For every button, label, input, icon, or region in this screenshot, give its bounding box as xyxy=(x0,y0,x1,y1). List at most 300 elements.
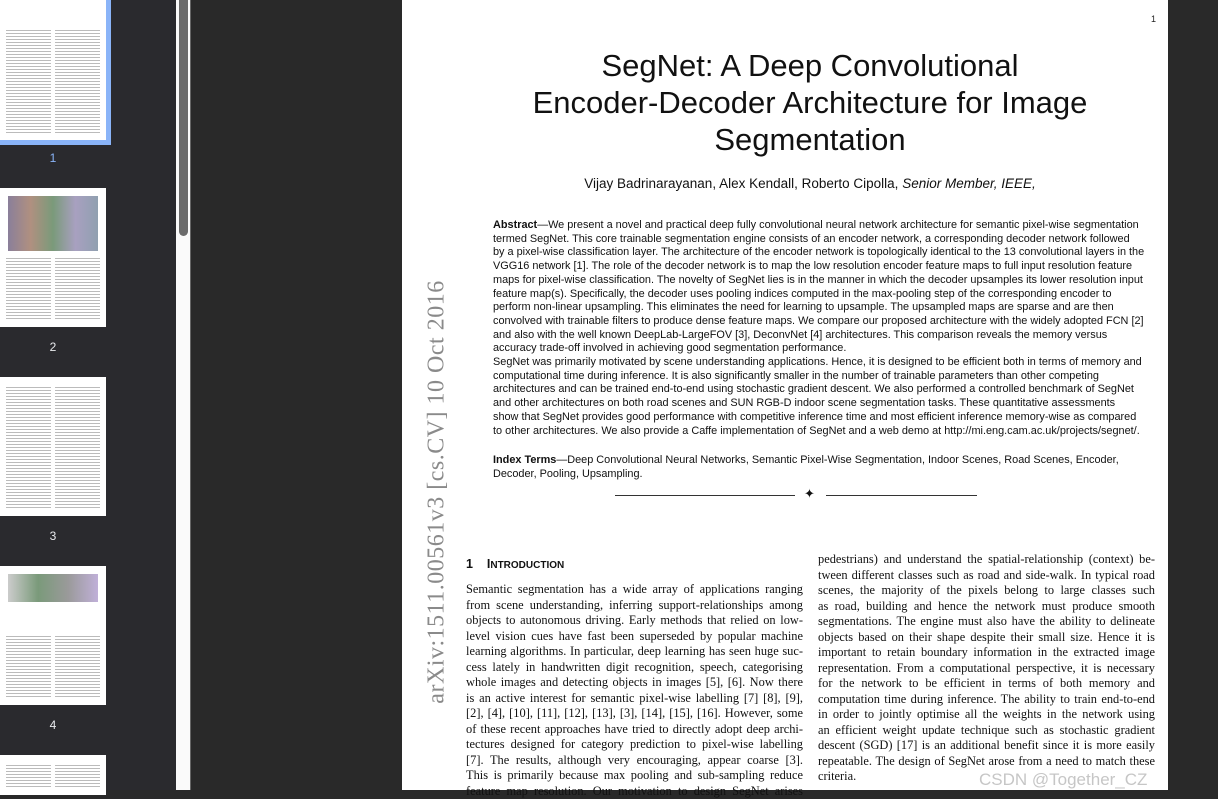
thumbnail-text-line xyxy=(55,105,100,106)
thumbnail-text-line xyxy=(6,426,51,427)
thumbnail-text-line xyxy=(55,390,100,391)
text-line: computation time during inference. The ability to train end-to-end xyxy=(818,692,1155,708)
thumbnail-text-line xyxy=(55,693,100,694)
thumbnail-text-line xyxy=(55,102,100,103)
thumbnail-text-line xyxy=(6,639,51,640)
thumbnail-text-line xyxy=(6,441,51,442)
thumbnail-text-line xyxy=(55,765,100,766)
thumbnail-text-line xyxy=(6,423,51,424)
author-title: Senior Member, IEEE, xyxy=(902,176,1036,191)
thumbnail-text-line xyxy=(6,783,51,784)
thumbnail-text-line xyxy=(6,483,51,484)
thumbnail-text-line xyxy=(6,489,51,490)
thumbnail-text-line xyxy=(6,642,51,643)
abstract-line xyxy=(493,288,1143,302)
thumbnail-text-line xyxy=(55,462,100,463)
thumbnail-text-line xyxy=(6,429,51,430)
thumbnail-text-line xyxy=(6,771,51,772)
page-number: 1 xyxy=(1151,14,1156,24)
text-line: as road, building and hence the network must produce smooth xyxy=(818,599,1155,615)
thumbnail-text-line xyxy=(6,291,51,292)
thumbnail-text-line xyxy=(6,669,51,670)
thumbnail-text-line xyxy=(55,780,100,781)
thumbnail-text-line xyxy=(6,36,51,37)
thumbnail-text-line xyxy=(6,129,51,130)
thumbnail-text-line xyxy=(6,432,51,433)
thumbnail-text-line xyxy=(55,654,100,655)
thumbnail-text-line xyxy=(6,393,51,394)
thumbnail-text-line xyxy=(55,285,100,286)
thumbnail-text-line xyxy=(6,261,51,262)
thumbnail-text-line xyxy=(6,462,51,463)
thumbnail-text-line xyxy=(55,306,100,307)
thumbnail-text-line xyxy=(6,99,51,100)
thumbnail-text-line xyxy=(55,438,100,439)
thumbnail-text-line xyxy=(55,786,100,787)
thumbnail-text-line xyxy=(6,477,51,478)
index-terms xyxy=(493,454,1143,481)
thumbnail-text-line xyxy=(6,474,51,475)
thumbnail-text-line xyxy=(6,303,51,304)
section-title-initial: I xyxy=(487,557,490,571)
thumbnail-text-line xyxy=(55,309,100,310)
thumbnail-text-line xyxy=(55,126,100,127)
thumbnail-text-line xyxy=(6,267,51,268)
abstract-text: perform non-linear upsampling. This eliminates the need for learning to upsample. The upsampled maps are sparse and are then xyxy=(493,301,1114,313)
thumbnail-text-line xyxy=(6,93,51,94)
index-text: Decoder, Pooling, Upsampling. xyxy=(493,468,643,480)
thumbnail-page-2[interactable] xyxy=(0,188,106,327)
thumbnail-text-line xyxy=(55,99,100,100)
thumbnail-text-line xyxy=(6,450,51,451)
thumbnail-text-line xyxy=(6,114,51,115)
thumbnail-text-line xyxy=(55,426,100,427)
thumbnail-text-line xyxy=(6,318,51,319)
thumbnail-text-line xyxy=(6,108,51,109)
thumbnail-text-line xyxy=(55,312,100,313)
thumbnail-text-line xyxy=(6,660,51,661)
thumbnail-text-line xyxy=(6,120,51,121)
text-line: is an active interest for semantic pixel-wise labelling [7] [8], [9], xyxy=(466,691,803,707)
thumbnail-text-line xyxy=(55,672,100,673)
thumbnail-text-line xyxy=(55,474,100,475)
thumbnail-text-line xyxy=(55,36,100,37)
thumbnail-text-line xyxy=(6,390,51,391)
thumbnail-text-line xyxy=(6,492,51,493)
thumbnail-text-line xyxy=(55,696,100,697)
thumbnail-text-line xyxy=(55,315,100,316)
thumbnail-text-line xyxy=(6,420,51,421)
thumbnail-text-line xyxy=(55,441,100,442)
text-line: feature map resolution. Our motivation to design SegNet arises xyxy=(466,784,803,799)
thumbnail-text-line xyxy=(6,456,51,457)
thumbnail-text-line xyxy=(55,261,100,262)
thumbnail-text-line xyxy=(55,399,100,400)
abstract-line xyxy=(493,370,1143,384)
thumbnail-text-line xyxy=(55,417,100,418)
thumbnail-text-line xyxy=(6,672,51,673)
thumbnail-text-line xyxy=(6,417,51,418)
thumbnail-text-line xyxy=(6,402,51,403)
thumbnail-text-line xyxy=(55,51,100,52)
thumbnail-text-line xyxy=(55,771,100,772)
paper-title xyxy=(402,47,1218,158)
index-line xyxy=(493,468,1143,482)
thumbnail-text-line xyxy=(55,108,100,109)
thumbnail-text-line xyxy=(6,306,51,307)
thumbnail-page-5[interactable] xyxy=(0,755,106,795)
thumbnail-text-line xyxy=(6,651,51,652)
text-line: [7]. The results, although very encouraging, appear coarse [3]. xyxy=(466,753,803,769)
thumbnail-text-line xyxy=(55,651,100,652)
thumbnail-text-line xyxy=(55,690,100,691)
thumbnail-text-line xyxy=(55,117,100,118)
thumbnail-text-line xyxy=(6,501,51,502)
thumbnail-text-line xyxy=(55,405,100,406)
thumbnail-text-line xyxy=(55,639,100,640)
thumbnail-text-line xyxy=(6,81,51,82)
thumbnail-text-line xyxy=(55,408,100,409)
thumbnail-text-line xyxy=(55,72,100,73)
text-line: representation. From a computational perspective, it is necessary xyxy=(818,661,1155,677)
abstract-label: Abstract xyxy=(493,219,537,231)
thumbnail-text-line xyxy=(6,468,51,469)
thumbnail-text-line xyxy=(55,420,100,421)
thumbnail-text-line xyxy=(6,285,51,286)
thumbnail-text-line xyxy=(55,297,100,298)
abstract-text: and other architectures on both road scenes and SUN RGB-D indoor scene segmentation tasks. These quantitative assessments xyxy=(493,397,1115,409)
thumbnail-text-line xyxy=(6,645,51,646)
thumbnail-text-line xyxy=(6,663,51,664)
thumbnail-text-line xyxy=(55,450,100,451)
text-line: criteria. xyxy=(818,769,856,785)
thumbnail-text-line xyxy=(55,30,100,31)
thumbnail-text-line xyxy=(55,291,100,292)
thumbnail-text-line xyxy=(55,423,100,424)
thumbnail-text-line xyxy=(6,411,51,412)
thumbnail-text-line xyxy=(6,396,51,397)
thumbnail-text-line xyxy=(55,432,100,433)
thumbnail-page-1[interactable] xyxy=(0,0,106,140)
thumbnail-text-line xyxy=(55,75,100,76)
thumbnail-text-line xyxy=(6,270,51,271)
thumbnail-text-line xyxy=(6,690,51,691)
thumbnail-text-line xyxy=(55,675,100,676)
thumbnail-text-line xyxy=(6,399,51,400)
thumbnail-text-line xyxy=(6,126,51,127)
thumbnail-text-line xyxy=(6,273,51,274)
abstract-text: to other architectures. We also provide a Caffe implementation of SegNet and a web demo at http://mi.eng.cam.ac.uk/projects/segnet/. xyxy=(493,425,1140,437)
thumbnail-label: 3 xyxy=(0,529,106,543)
abstract xyxy=(493,219,1143,438)
thumbnail-page-4[interactable] xyxy=(0,566,106,705)
thumbnail-text-line xyxy=(6,678,51,679)
thumbnail-text-line xyxy=(55,33,100,34)
thumbnail-sidebar xyxy=(0,0,176,790)
thumbnail-text-line xyxy=(6,39,51,40)
thumbnail-text-line xyxy=(55,45,100,46)
thumbnail-text-line xyxy=(55,264,100,265)
abstract-text: termed SegNet. This core trainable segmentation engine consists of an encoder network, a corresponding decoder network followed xyxy=(493,233,1130,245)
thumbnail-text-line xyxy=(55,111,100,112)
thumbnail-text-line xyxy=(6,45,51,46)
index-text: —Deep Convolutional Neural Networks, Semantic Pixel-Wise Segmentation, Indoor Scenes, Road Scenes, Encoder, xyxy=(556,454,1118,466)
thumbnail-text-line xyxy=(55,471,100,472)
thumbnail-text-line xyxy=(6,258,51,259)
thumbnail-text-line xyxy=(6,435,51,436)
thumbnail-page-3[interactable] xyxy=(0,377,106,516)
abstract-line xyxy=(493,301,1143,315)
thumbnail-label: 4 xyxy=(0,718,106,732)
thumbnail-text-line xyxy=(55,666,100,667)
thumbnail-text-line xyxy=(6,279,51,280)
thumbnail-text-line xyxy=(55,123,100,124)
thumbnail-text-line xyxy=(55,774,100,775)
abstract-line xyxy=(493,425,1143,439)
thumbnail-text-line xyxy=(55,78,100,79)
thumbnail-text-line xyxy=(55,267,100,268)
text-line: scenes, the majority of the pixels belong to large classes such xyxy=(818,583,1155,599)
thumbnail-text-line xyxy=(55,282,100,283)
thumbnail-text-line xyxy=(55,483,100,484)
thumbnail-text-line xyxy=(55,777,100,778)
text-line: tectures designed for category prediction to pixel-wise labelling xyxy=(466,737,803,753)
thumbnail-text-line xyxy=(55,93,100,94)
thumbnail-text-line xyxy=(6,111,51,112)
thumbnail-text-line xyxy=(6,408,51,409)
author-names: Vijay Badrinarayanan, Alex Kendall, Roberto Cipolla, xyxy=(584,176,898,191)
thumbnail-text-line xyxy=(55,96,100,97)
thumbnail-text-line xyxy=(55,495,100,496)
thumbnail-text-line xyxy=(55,129,100,130)
abstract-text: maps for pixel-wise classification. The novelty of SegNet lies is in the manner in which the decoder upsamples its lower resolution input xyxy=(493,274,1143,286)
abstract-line xyxy=(493,260,1143,274)
thumbnail-text-line xyxy=(55,396,100,397)
thumbnail-text-line xyxy=(55,300,100,301)
thumbnail-text-line xyxy=(55,288,100,289)
thumbnail-text-line xyxy=(6,459,51,460)
thumbnail-text-line xyxy=(6,87,51,88)
separator-line xyxy=(615,495,795,496)
thumbnail-text-line xyxy=(6,84,51,85)
thumbnail-text-line xyxy=(6,264,51,265)
abstract-line xyxy=(493,246,1143,260)
thumbnail-text-line xyxy=(6,78,51,79)
thumbnail-text-line xyxy=(6,33,51,34)
thumbnail-text-line xyxy=(55,501,100,502)
text-line: level vision cues have fast been superseded by popular machine xyxy=(466,629,803,645)
abstract-text: and also with the well known DeepLab-LargeFOV [3], DeconvNet [4] architectures. This comparison reveals the memory versus xyxy=(493,329,1107,341)
text-line: [2], [4], [10], [11], [12], [13], [3], [14], [15], [16]. However, some xyxy=(466,706,803,722)
thumbnail-text-line xyxy=(55,663,100,664)
thumbnail-text-line xyxy=(55,486,100,487)
thumbnail-text-line xyxy=(55,273,100,274)
thumbnail-text-line xyxy=(6,486,51,487)
thumbnail-text-line xyxy=(6,765,51,766)
sidebar-scrollbar-thumb[interactable] xyxy=(179,0,188,236)
index-label: Index Terms xyxy=(493,454,556,466)
thumbnail-text-line xyxy=(55,414,100,415)
thumbnail-text-line xyxy=(6,117,51,118)
text-line: whole images and detecting objects in images [5], [6]. Now there xyxy=(466,675,803,691)
thumbnail-text-line xyxy=(6,507,51,508)
thumbnail-text-line xyxy=(55,648,100,649)
text-line: cess lately in handwritten digit recognition, speech, categorising xyxy=(466,660,803,676)
thumbnail-text-line xyxy=(6,60,51,61)
thumbnail-text-line xyxy=(6,495,51,496)
thumbnail-text-line xyxy=(6,786,51,787)
thumbnail-text-line xyxy=(55,684,100,685)
thumbnail-text-line xyxy=(55,687,100,688)
thumbnail-text-line xyxy=(55,642,100,643)
thumbnail-text-line xyxy=(55,492,100,493)
abstract-line xyxy=(493,315,1143,329)
arxiv-stamp: arXiv:1511.00561v3 [cs.CV] 10 Oct 2016 xyxy=(424,280,451,703)
abstract-line xyxy=(493,219,1143,233)
thumbnail-text-line xyxy=(55,669,100,670)
thumbnail-text-line xyxy=(55,387,100,388)
thumbnail-text-line xyxy=(55,456,100,457)
thumbnail-text-line xyxy=(55,132,100,133)
text-line: from scene understanding, inferring support-relationships among xyxy=(466,598,803,614)
thumbnail-text-line xyxy=(6,63,51,64)
thumbnail-text-line xyxy=(6,414,51,415)
thumbnail-text-line xyxy=(55,114,100,115)
thumbnail-text-line xyxy=(6,636,51,637)
thumbnail-text-line xyxy=(6,69,51,70)
thumbnail-text-line xyxy=(6,648,51,649)
thumbnail-text-line xyxy=(55,294,100,295)
abstract-line xyxy=(493,397,1143,411)
abstract-text: SegNet was primarily motivated by scene understanding applications. Hence, it is designed to be efficient both in terms of memory and xyxy=(493,356,1142,368)
thumbnail-text-line xyxy=(6,471,51,472)
thumbnail-text-line xyxy=(6,57,51,58)
title-line: Encoder-Decoder Architecture for Image xyxy=(402,84,1218,121)
text-column-left xyxy=(466,582,803,799)
thumbnail-text-line xyxy=(6,444,51,445)
thumbnail-text-line xyxy=(6,684,51,685)
text-line: of these recent approaches have tried to directly adopt deep archi- xyxy=(466,722,803,738)
thumbnail-text-line xyxy=(55,507,100,508)
thumbnail-text-line xyxy=(55,279,100,280)
pdf-page xyxy=(402,0,1168,790)
abstract-text: architectures and can be trained end-to-end using stochastic gradient descent. We also performed a controlled benchmark of SegNet xyxy=(493,383,1134,395)
thumbnail-text-line xyxy=(55,459,100,460)
thumbnail-text-line xyxy=(55,477,100,478)
title-line: Segmentation xyxy=(402,121,1218,158)
thumbnail-text-line xyxy=(6,777,51,778)
thumbnail-text-line xyxy=(6,288,51,289)
abstract-line xyxy=(493,411,1143,425)
text-line: important to retain boundary information in the extracted image xyxy=(818,645,1155,661)
thumbnail-text-line xyxy=(6,438,51,439)
thumbnail-text-line xyxy=(6,405,51,406)
thumbnail-text-line xyxy=(6,132,51,133)
text-line: descent (SGD) [17] is an additional benefit since it is more easily xyxy=(818,738,1155,754)
thumbnail-text-line xyxy=(55,120,100,121)
thumbnail-figure xyxy=(8,196,98,251)
thumbnail-text-line xyxy=(55,39,100,40)
thumbnail-text-line xyxy=(55,57,100,58)
section-title: NTRODUCTION xyxy=(490,560,564,571)
thumbnail-text-line xyxy=(6,96,51,97)
thumbnail-text-line xyxy=(6,654,51,655)
thumbnail-text-line xyxy=(55,465,100,466)
thumbnail-text-line xyxy=(6,498,51,499)
thumbnail-text-line xyxy=(6,309,51,310)
text-line: objects to autonomous driving. Early methods that relied on low- xyxy=(466,613,803,629)
thumbnail-text-line xyxy=(6,657,51,658)
text-line: segmentations. The engine must also have the ability to delineate xyxy=(818,614,1155,630)
thumbnail-text-line xyxy=(6,123,51,124)
thumbnail-text-line xyxy=(6,387,51,388)
thumbnail-text-line xyxy=(6,681,51,682)
thumbnail-text-line xyxy=(55,87,100,88)
abstract-text: by a pixel-wise classification layer. The architecture of the encoder network is topologically identical to the 13 convolutional layers in the xyxy=(493,246,1144,258)
thumbnail-text-line xyxy=(6,102,51,103)
abstract-line xyxy=(493,233,1143,247)
thumbnail-text-line xyxy=(6,282,51,283)
thumbnail-text-line xyxy=(6,447,51,448)
abstract-text: computational time during inference. It is also significantly smaller in the number of trainable parameters than other competing xyxy=(493,370,1099,382)
abstract-text: —We present a novel and practical deep fully convolutional neural network architecture for semantic pixel-wise segmentation xyxy=(537,219,1139,231)
thumbnail-text-line xyxy=(6,75,51,76)
abstract-text: accuracy trade-off involved in achieving good segmentation performance. xyxy=(493,342,846,354)
text-line: Semantic segmentation has a wide array of applications ranging xyxy=(466,582,803,598)
thumbnail-text-line xyxy=(55,63,100,64)
thumbnail-text-line xyxy=(6,54,51,55)
authors xyxy=(402,176,1218,191)
thumbnail-text-line xyxy=(6,30,51,31)
thumbnail-text-line xyxy=(55,42,100,43)
thumbnail-text-line xyxy=(55,435,100,436)
thumbnail-text-line xyxy=(6,675,51,676)
thumbnail-text-line xyxy=(6,312,51,313)
abstract-line xyxy=(493,383,1143,397)
thumbnail-text-line xyxy=(55,657,100,658)
thumbnail-text-line xyxy=(6,66,51,67)
thumbnail-text-line xyxy=(55,66,100,67)
thumbnail-text-line xyxy=(55,270,100,271)
thumbnail-text-line xyxy=(6,294,51,295)
thumbnail-text-line xyxy=(6,774,51,775)
abstract-text: show that SegNet provides good performance with competitive inference time and most efficient inference memory-wise as compared xyxy=(493,411,1136,423)
thumbnail-text-line xyxy=(55,678,100,679)
thumbnail-text-line xyxy=(6,51,51,52)
thumbnail-text-line xyxy=(6,297,51,298)
thumbnail-text-line xyxy=(55,303,100,304)
thumbnail-text-line xyxy=(6,276,51,277)
section-heading xyxy=(466,557,564,571)
abstract-text: convolved with trainable filters to produce dense feature maps. We compare our proposed architecture with the widely adopted FCN [2] xyxy=(493,315,1144,327)
thumbnail-text-line xyxy=(6,72,51,73)
thumbnail-text-line xyxy=(55,768,100,769)
index-line xyxy=(493,454,1143,468)
text-line: repeatable. The design of SegNet arose from a need to match these xyxy=(818,754,1155,770)
separator-line xyxy=(826,495,977,496)
thumbnail-text-line xyxy=(55,90,100,91)
thumbnail-text-line xyxy=(55,468,100,469)
abstract-line xyxy=(493,356,1143,370)
thumbnail-text-line xyxy=(55,60,100,61)
abstract-text: VGG16 network [1]. The role of the decoder network is to map the low resolution encoder feature maps to full input resolution feature xyxy=(493,260,1132,272)
thumbnail-text-line xyxy=(6,696,51,697)
title-line: SegNet: A Deep Convolutional xyxy=(402,47,1218,84)
thumbnail-text-line xyxy=(55,444,100,445)
thumbnail-text-line xyxy=(55,81,100,82)
text-line: learning algorithms. In particular, deep learning has seen huge suc- xyxy=(466,644,803,660)
abstract-line xyxy=(493,342,1143,356)
